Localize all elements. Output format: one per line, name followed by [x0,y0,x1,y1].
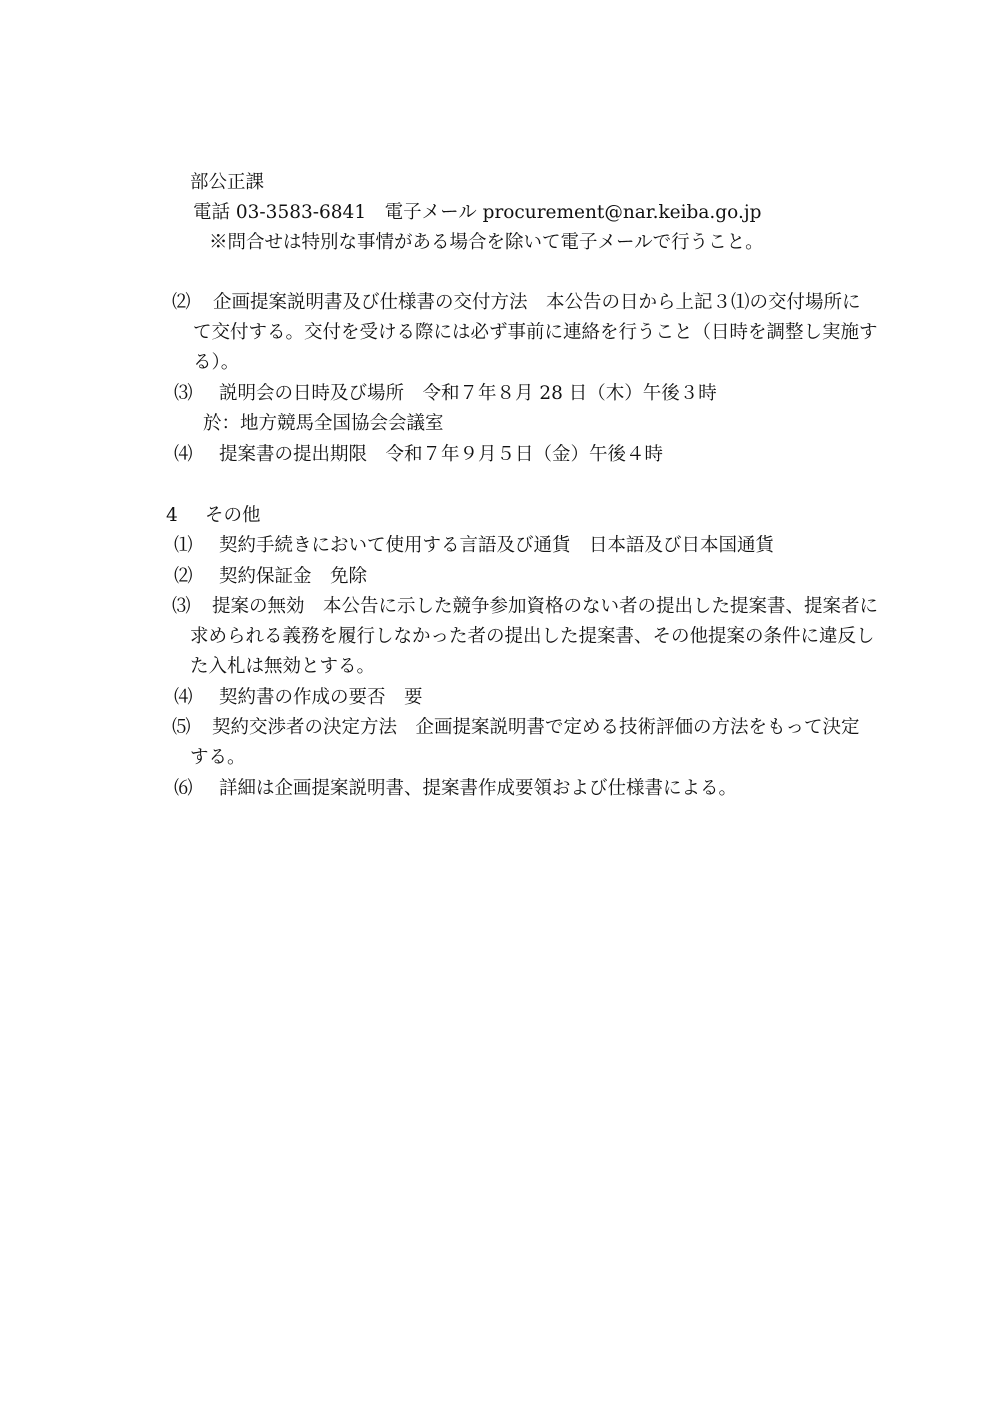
s4-item1-line-1: 契約手続きにおいて使用する言語及び通貨 日本語及び日本国通貨 [219,535,775,556]
s3-item3-line-1: 説明会の日時及び場所 令和７年８月 28 日（木）午後３時 [219,383,717,404]
s4-item3-line-1: 提案の無効 本公告に示した競争参加資格のない者の提出した提案書、提案者に [212,596,879,617]
contact-phone-email: 電話 03‐3583‐6841 電子メール procurement@nar.keiba.go.jp [193,202,762,223]
s3-item2-number: ⑵ [172,292,191,313]
s4-item1-number: ⑴ [174,535,193,556]
s3-item2-line-2: て交付する。交付を受ける際には必ず事前に連絡を行うこと（日時を調整し実施す [193,322,878,343]
contact-note: ※問合せは特別な事情がある場合を除いて電子メールで行うこと。 [209,232,764,253]
s4-heading-title: その他 [205,505,261,526]
s4-item6-number: ⑹ [174,778,193,799]
s3-item4-text: 提案書の提出期限 令和７年９月５日（金）午後４時 [219,444,664,465]
s4-item4-number: ⑷ [174,687,193,708]
s4-item5-line-1: 契約交渉者の決定方法 企画提案説明書で定める技術評価の方法をもって決定 [212,717,860,738]
s4-item5-number: ⑸ [172,717,191,738]
s4-item3-line-3: た入札は無効とする。 [190,656,376,677]
contact-department: 部公正課 [190,172,265,193]
s4-item4-line-1: 契約書の作成の要否 要 [219,687,423,708]
s3-item4-number: ⑷ [174,444,193,465]
s4-item2-number: ⑵ [174,566,193,587]
s3-item3-number: ⑶ [174,383,193,404]
s3-item2-line-3: る）。 [193,352,240,373]
s4-heading-number: 4 [166,505,178,526]
s3-item2-line-1: 企画提案説明書及び仕様書の交付方法 本公告の日から上記３⑴の交付場所に [213,292,861,313]
s4-item3-number: ⑶ [172,596,191,617]
s4-item2-line-1: 契約保証金 免除 [219,566,368,587]
s3-item3-line-2: 於：地方競馬全国協会会議室 [203,413,444,434]
s4-item6-line-1: 詳細は企画提案説明書、提案書作成要領および仕様書による。 [219,778,738,799]
s4-item5-line-2: する。 [190,747,246,768]
s4-item3-line-2: 求められる義務を履行しなかった者の提出した提案書、その他提案の条件に違反し [190,626,875,647]
